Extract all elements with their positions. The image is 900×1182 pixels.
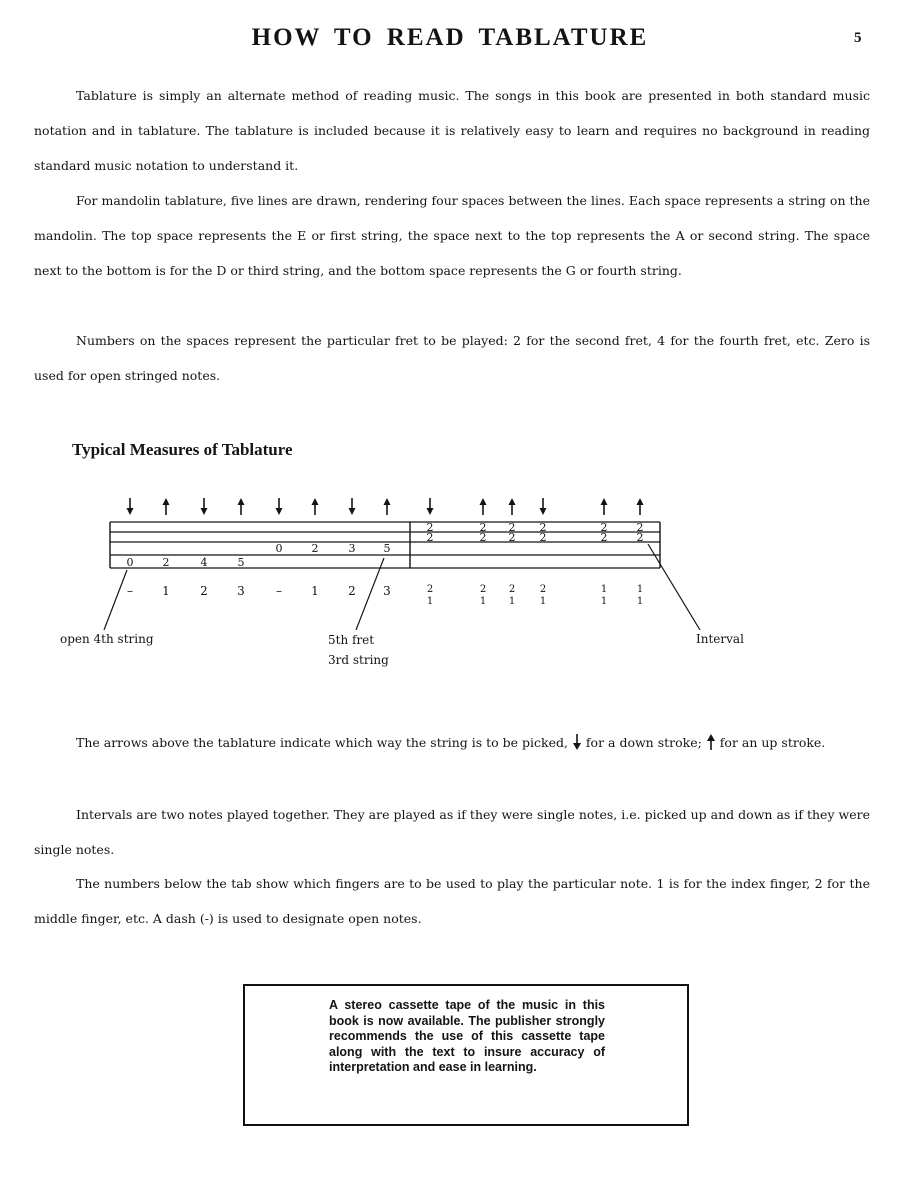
tab-fret-m1-6: 2 bbox=[311, 542, 319, 555]
stroke-arrow-m1-5 bbox=[276, 498, 283, 515]
tab-fret-m2-6-bottom: 2 bbox=[636, 531, 644, 544]
finger-m2-1-top: 2 bbox=[426, 584, 434, 595]
paragraph-frets: Numbers on the spaces represent the particular fret to be played: 2 for the second fret, 4 for the fourth fret, etc. Zero is used for open stringed notes. bbox=[34, 333, 870, 383]
stroke-arrow-m1-1 bbox=[127, 498, 134, 515]
tab-fret-m2-4-bottom: 2 bbox=[539, 531, 547, 544]
tab-fret-m1-3: 4 bbox=[200, 556, 208, 569]
finger-m2-1-bottom: 1 bbox=[426, 596, 434, 607]
stroke-arrow-m2-3 bbox=[509, 498, 516, 515]
finger-m1-4: 3 bbox=[237, 584, 245, 598]
label-open-string: open 4th string bbox=[60, 632, 154, 646]
figure-heading: Typical Measures of Tablature bbox=[72, 440, 293, 459]
pointer-interval bbox=[648, 544, 700, 630]
paragraph-fingers: The numbers below the tab show which fingers are to be used to play the particular note. 1 is for the index finger, 2 for the middle finger, etc. A dash (-) is used to designate open notes. bbox=[34, 876, 870, 926]
finger-m1-8: 3 bbox=[383, 584, 391, 598]
tab-fret-m1-2: 2 bbox=[162, 556, 170, 569]
arrows-text-part3: for an up stroke. bbox=[719, 735, 826, 750]
paragraph-intro: Tablature is simply an alternate method of reading music. The songs in this book are presented in both standard music notation and in tablature. The tablature is included because it is relatively easy to learn and requires no background in reading standard music notation to understand it. bbox=[34, 88, 870, 173]
finger-m1-2: 1 bbox=[162, 584, 170, 598]
pointer-open-string bbox=[104, 570, 127, 630]
up-arrow-icon bbox=[706, 733, 716, 751]
finger-m2-6-bottom: 1 bbox=[636, 596, 644, 607]
stroke-arrow-m1-4 bbox=[238, 498, 245, 515]
finger-m2-5-top: 1 bbox=[600, 584, 608, 595]
stroke-arrow-m2-6 bbox=[637, 498, 644, 515]
tab-fret-m2-3-top: 2 bbox=[508, 521, 516, 534]
tab-fret-m2-5-top: 2 bbox=[600, 521, 608, 534]
finger-m1-5: – bbox=[276, 584, 282, 598]
page-title: HOW TO READ TABLATURE bbox=[251, 24, 649, 51]
tab-fret-m1-1: 0 bbox=[126, 556, 134, 569]
stroke-arrow-m1-6 bbox=[312, 498, 319, 515]
stroke-arrow-m2-1 bbox=[427, 498, 434, 515]
tab-fret-m1-5: 0 bbox=[275, 542, 283, 555]
finger-m2-5-bottom: 1 bbox=[600, 596, 608, 607]
pointer-fifth-fret bbox=[356, 558, 384, 630]
stroke-arrow-m2-2 bbox=[480, 498, 487, 515]
stroke-arrow-m2-5 bbox=[601, 498, 608, 515]
tab-fret-m2-2-bottom: 2 bbox=[479, 531, 487, 544]
label-fifth-fret bbox=[328, 630, 389, 670]
label-interval: Interval bbox=[696, 632, 744, 646]
tab-fret-m1-7: 3 bbox=[348, 542, 356, 555]
stroke-arrow-m2-4 bbox=[540, 498, 547, 515]
tab-fret-m2-3-bottom: 2 bbox=[508, 531, 516, 544]
tab-fret-m1-8: 5 bbox=[383, 542, 391, 555]
stroke-arrow-m1-2 bbox=[163, 498, 170, 515]
down-arrow-icon bbox=[572, 733, 582, 751]
finger-m2-3-bottom: 1 bbox=[508, 596, 516, 607]
paragraph-strings: For mandolin tablature, five lines are drawn, rendering four spaces between the lines. Each space represents a string on the mandolin. The top space represents the E or first string, the space next to the top represents the A or second string. The space next to the bottom is for the D or third string, and the bottom space represents the G or fourth string. bbox=[34, 193, 870, 278]
finger-m1-7: 2 bbox=[348, 584, 356, 598]
stroke-arrow-m1-3 bbox=[201, 498, 208, 515]
finger-m1-6: 1 bbox=[311, 584, 319, 598]
label-fifth-fret-line2: 3rd string bbox=[328, 653, 389, 667]
paragraph-arrows bbox=[34, 725, 870, 760]
tab-fret-m2-4-top: 2 bbox=[539, 521, 547, 534]
arrows-text-part1: The arrows above the tablature indicate which way the string is to be picked, bbox=[76, 735, 568, 750]
finger-m2-2-top: 2 bbox=[479, 584, 487, 595]
tab-fret-m2-6-top: 2 bbox=[636, 521, 644, 534]
finger-m1-1: – bbox=[127, 584, 133, 598]
label-fifth-fret-line1: 5th fret bbox=[328, 633, 375, 647]
cassette-notice-box bbox=[243, 984, 689, 1126]
tab-fret-m2-1-bottom: 2 bbox=[426, 531, 434, 544]
stroke-arrow-m1-7 bbox=[349, 498, 356, 515]
finger-m2-6-top: 1 bbox=[636, 584, 644, 595]
tablature-figure bbox=[0, 480, 900, 630]
finger-m2-3-top: 2 bbox=[508, 584, 516, 595]
finger-m1-3: 2 bbox=[200, 584, 208, 598]
finger-m2-2-bottom: 1 bbox=[479, 596, 487, 607]
tab-fret-m2-2-top: 2 bbox=[479, 521, 487, 534]
tab-fret-m1-4: 5 bbox=[237, 556, 245, 569]
paragraph-intervals: Intervals are two notes played together. They are played as if they were single notes, i.e. picked up and down as if they were single notes. bbox=[34, 807, 870, 857]
tab-fret-m2-5-bottom: 2 bbox=[600, 531, 608, 544]
finger-m2-4-bottom: 1 bbox=[539, 596, 547, 607]
stroke-arrow-m1-8 bbox=[384, 498, 391, 515]
finger-m2-4-top: 2 bbox=[539, 584, 547, 595]
page-number: 5 bbox=[854, 30, 862, 46]
arrows-text-part2: for a down stroke; bbox=[585, 735, 702, 750]
tab-fret-m2-1-top: 2 bbox=[426, 521, 434, 534]
cassette-notice-text: A stereo cassette tape of the music in this book is now available. The publisher strongly recommends the use of this cassette tape along with the text to insure accuracy of interpretation and ease in learning. bbox=[329, 998, 605, 1075]
